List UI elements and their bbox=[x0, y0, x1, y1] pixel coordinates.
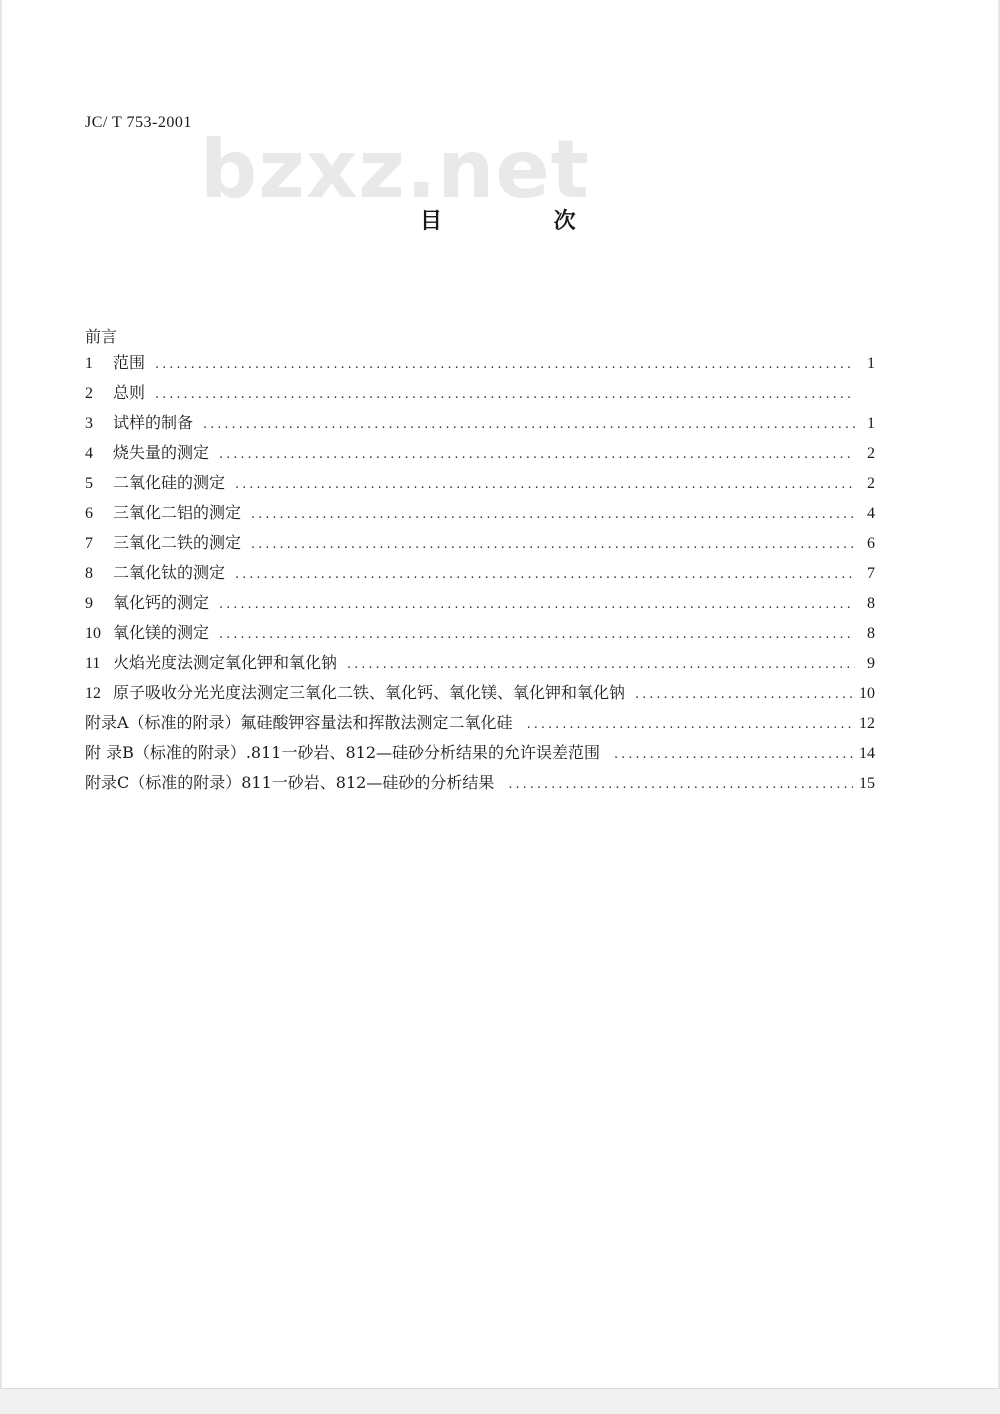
toc-leader bbox=[251, 507, 855, 522]
toc-label: 范围 bbox=[113, 353, 146, 372]
toc-page: 6 bbox=[867, 535, 875, 552]
standard-code: JC/ T 753-2001 bbox=[85, 114, 192, 131]
toc-page: 9 bbox=[867, 655, 875, 672]
page-title: 目 次 bbox=[420, 208, 628, 234]
toc-label: 附录C（标准的附录）811一砂岩、812—硅砂的分析结果 bbox=[85, 773, 495, 792]
toc-label: 火焰光度法测定氧化钾和氧化钠 bbox=[113, 653, 338, 672]
toc-page: 1 bbox=[867, 415, 875, 432]
toc-entry-9[interactable] bbox=[85, 590, 875, 620]
toc-page: 8 bbox=[867, 625, 875, 642]
toc-label: 二氧化钛的测定 bbox=[113, 563, 226, 582]
toc-entry-1[interactable] bbox=[85, 350, 875, 380]
toc-foreword: 前言 bbox=[85, 327, 118, 346]
toc-leader bbox=[527, 717, 853, 732]
toc-page: 4 bbox=[867, 505, 875, 522]
toc-leader bbox=[347, 657, 855, 672]
toc-leader bbox=[203, 417, 855, 432]
toc-list bbox=[85, 350, 875, 800]
toc-leader bbox=[508, 777, 853, 792]
toc-leader bbox=[635, 687, 853, 702]
toc-leader bbox=[155, 357, 855, 372]
toc-leader bbox=[235, 567, 855, 582]
toc-page: 7 bbox=[867, 565, 875, 582]
toc-number: 12 bbox=[85, 685, 101, 702]
watermark: bzxz.net bbox=[200, 123, 590, 216]
toc-label: 原子吸收分光光度法测定三氧化二铁、氧化钙、氧化镁、氧化钾和氧化钠 bbox=[113, 683, 626, 702]
toc-number: 4 bbox=[85, 445, 93, 462]
toc-entry-7[interactable] bbox=[85, 530, 875, 560]
toc-label: 总则 bbox=[113, 383, 146, 402]
toc-annex-a[interactable] bbox=[85, 710, 875, 740]
toc-label: 三氧化二铝的测定 bbox=[113, 503, 242, 522]
toc-page: 2 bbox=[867, 475, 875, 492]
toc-page: 2 bbox=[867, 445, 875, 462]
toc-page: 10 bbox=[859, 685, 875, 702]
toc-label: 氧化镁的测定 bbox=[113, 623, 210, 642]
toc-label: 二氧化硅的测定 bbox=[113, 473, 226, 492]
toc-number: 10 bbox=[85, 625, 101, 642]
toc-label: 附录A（标准的附录）氟硅酸钾容量法和挥散法测定二氧化硅 bbox=[85, 713, 513, 732]
toc-number: 8 bbox=[85, 565, 93, 582]
toc-leader bbox=[614, 747, 853, 762]
toc-number: 11 bbox=[85, 655, 101, 672]
toc-leader bbox=[219, 627, 855, 642]
toc-entry-3[interactable] bbox=[85, 410, 875, 440]
toc-label: 试样的制备 bbox=[113, 413, 194, 432]
viewer-bottom-bar bbox=[0, 1388, 1000, 1414]
toc-page: 14 bbox=[859, 745, 875, 762]
toc-page: 1 bbox=[867, 355, 875, 372]
toc-annex-c[interactable] bbox=[85, 770, 875, 800]
toc-annex-b[interactable] bbox=[85, 740, 875, 770]
toc-leader bbox=[219, 597, 855, 612]
toc-leader bbox=[155, 387, 855, 402]
toc-number: 5 bbox=[85, 475, 93, 492]
toc-page: 15 bbox=[859, 775, 875, 792]
toc-entry-4[interactable] bbox=[85, 440, 875, 470]
toc-number: 1 bbox=[85, 355, 93, 372]
toc-number: 3 bbox=[85, 415, 93, 432]
toc-leader bbox=[235, 477, 855, 492]
toc-number: 7 bbox=[85, 535, 93, 552]
toc-label: 烧失量的测定 bbox=[113, 443, 210, 462]
toc-entry-12[interactable] bbox=[85, 680, 875, 710]
toc-page: 12 bbox=[859, 715, 875, 732]
toc-label: 附 录B（标准的附录）.811一砂岩、812—硅砂分析结果的允许误差范围 bbox=[85, 743, 601, 762]
toc-label: 氧化钙的测定 bbox=[113, 593, 210, 612]
toc-entry-10[interactable] bbox=[85, 620, 875, 650]
toc-number: 2 bbox=[85, 385, 93, 402]
toc-leader bbox=[251, 537, 855, 552]
toc-entry-6[interactable] bbox=[85, 500, 875, 530]
toc-leader bbox=[219, 447, 855, 462]
toc-number: 9 bbox=[85, 595, 93, 612]
toc-entry-8[interactable] bbox=[85, 560, 875, 590]
toc-number: 6 bbox=[85, 505, 93, 522]
toc-entry-11[interactable] bbox=[85, 650, 875, 680]
toc-entry-2[interactable] bbox=[85, 380, 875, 410]
toc-label: 三氧化二铁的测定 bbox=[113, 533, 242, 552]
toc-entry-5[interactable] bbox=[85, 470, 875, 500]
toc-page: 8 bbox=[867, 595, 875, 612]
